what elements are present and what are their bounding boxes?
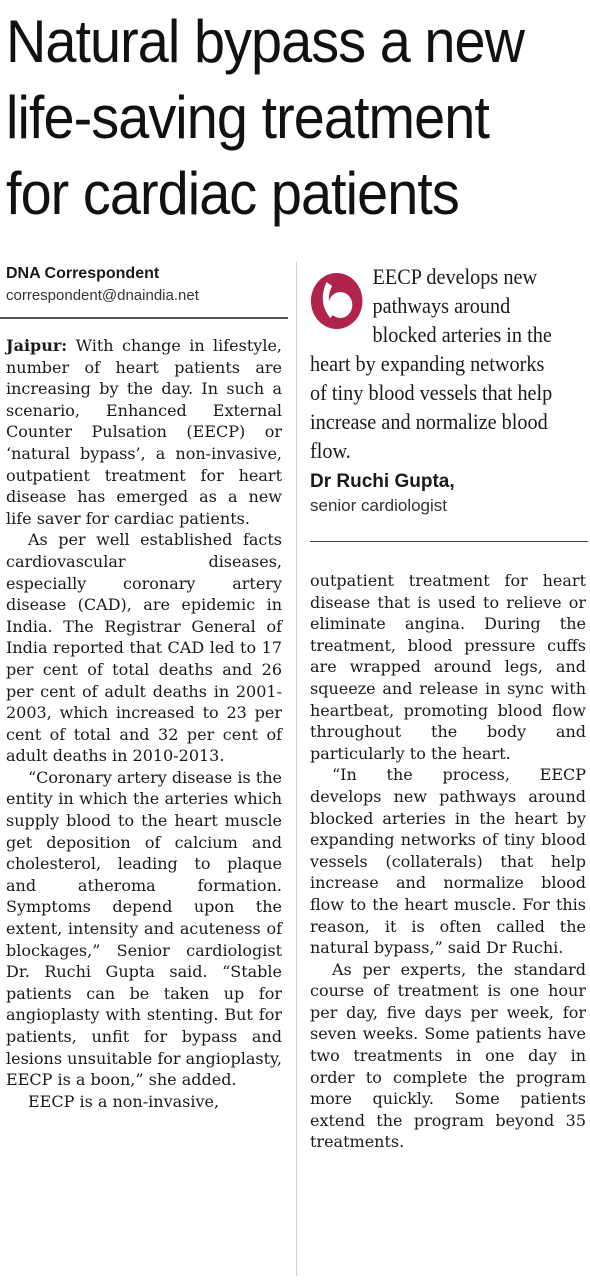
article-paragraph: outpatient treatment for heart disease that is used to relieve or eliminate angina. During the treatment, blood pressure cuffs are wrapped around legs, and squeeze and release in sync with heartbeat, promoting blood flow throughout the body and particularly to the heart. [310,571,586,763]
article-paragraph: As per well established facts cardiovascular diseases, especially coronary artery disease (CAD), are epidemic in India. The Registrar General of India reported that CAD led to 17 per cent of total deaths and 26 per cent of adult deaths in 2001-2003, which increased to 23 per cent of total and 32 per cent of adult deaths in 2010-2013. [6,530,282,766]
article-paragraph [6,335,282,529]
article-paragraph: “Coronary artery disease is the entity in which the arteries which supply blood to the heart muscle get deposition of calcium and cholesterol, leading to plaque and atheroma formation. Symptoms depend upon the extent, intensity and acuteness of blockages,” Senior cardiologist Dr. Ruchi Gupta said. “Stable patients can be taken up for angioplasty with stenting. But for patients, unfit for bypass and lesions unsuitable for angioplasty, EECP is a boon,” she added. [6,767,282,1090]
article-paragraph: As per experts, the standard course of treatment is one hour per day, five days per week, for seven weeks. Some patients have two treatments in one day in order to complete the program more quickly. Some patients extend the program beyond 35 treatments. [310,959,586,1152]
pull-quote [310,262,566,465]
pull-quote-divider [310,541,588,542]
article-column-right [310,570,586,1153]
pull-quote-attribution [310,470,588,518]
article-paragraph-text: With change in lifestyle, number of heart patients are increasing by the day. In such a scenario, Enhanced External Counter Pulsation (EECP) or ‘natural bypass’, a non-invasive, outpatient treatment for heart disease has emerged as a new life saver for cardiac patients. [6,336,282,528]
dateline: Jaipur: [6,336,68,355]
byline-author: DNA Correspondent [6,265,160,282]
pull-quote-text: EECP develops new pathways around blocked arteries in the heart by expanding networks of tiny blood vessels that help increase and normalize blood flow. [310,264,553,463]
column-divider [296,262,297,1276]
headline: Natural bypass a new life-saving treatment for cardiac patients [6,8,524,227]
byline-divider [0,317,288,319]
article-paragraph: EECP is a non-invasive, [28,1091,220,1111]
byline [6,263,288,306]
article-column-left [6,335,282,1112]
article-paragraph: “In the process, EECP develops new pathways around blocked arteries in the heart by expanding networks of tiny blood vessels (collaterals) that help increase and normalize blood flow to the heart muscle. For this reason, it is often called the natural bypass,” said Dr Ruchi. [310,765,586,958]
quote-mark-icon [310,268,363,334]
pull-quote-author: Dr Ruchi Gupta, [310,471,455,492]
pull-quote-author-title: senior cardiologist [310,496,448,515]
byline-email: correspondent@dnaindia.net [6,287,199,304]
